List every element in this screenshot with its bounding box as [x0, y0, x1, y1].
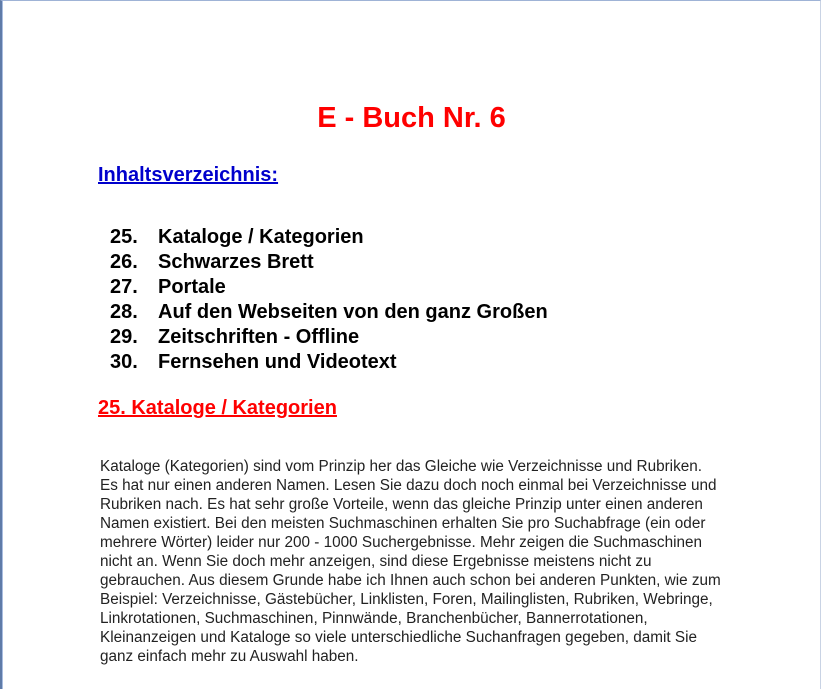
- toc-item-number: 30.: [110, 351, 138, 373]
- toc-item-number: 28.: [110, 301, 138, 323]
- paragraph-line: mehrere Wörter) leider nur 200 - 1000 Suchergebnisse. Mehr zeigen die Suchmaschinen: [100, 534, 702, 551]
- paragraph-line: nicht an. Wenn Sie doch mehr anzeigen, sind diese Ergebnisse meistens nicht zu: [100, 553, 652, 570]
- paragraph-line: Linkrotationen, Suchmaschinen, Pinnwände, Branchenbücher, Bannerrotationen,: [100, 610, 648, 627]
- toc-item-label: Schwarzes Brett: [158, 251, 314, 273]
- toc-item[interactable]: [110, 250, 548, 275]
- toc-item-label: Auf den Webseiten von den ganz Großen: [158, 301, 548, 323]
- toc-item[interactable]: [110, 225, 548, 250]
- toc-heading[interactable]: Inhaltsverzeichnis:: [98, 164, 279, 186]
- paragraph-line: ganz einfach mehr zu Auswahl haben.: [100, 648, 359, 665]
- toc-item-label: Kataloge / Kategorien: [158, 226, 364, 248]
- toc-item[interactable]: [110, 350, 548, 375]
- toc-item[interactable]: [110, 325, 548, 350]
- toc-item-number: 26.: [110, 251, 138, 273]
- paragraph-line: gebrauchen. Aus diesem Grunde habe ich Ihnen auch schon bei anderen Punkten, wie zum: [100, 572, 721, 589]
- paragraph-line: Kleinanzeigen und Kataloge so viele unterschiedliche Suchanfragen gegeben, damit Sie: [100, 629, 697, 646]
- paragraph-line: Namen existiert. Bei den meisten Suchmaschinen erhalten Sie pro Suchabfrage (ein oder: [100, 515, 706, 532]
- paragraph-line: Es hat nur einen anderen Namen. Lesen Sie dazu doch noch einmal bei Verzeichnisse und: [100, 477, 717, 494]
- toc-item-label: Fernsehen und Videotext: [158, 351, 397, 373]
- toc-item-number: 25.: [110, 226, 138, 248]
- toc-item-number: 27.: [110, 276, 138, 298]
- paragraph-line: Beispiel: Verzeichnisse, Gästebücher, Linklisten, Foren, Mailinglisten, Rubriken, Webringe,: [100, 591, 713, 608]
- paragraph-line: Kataloge (Kategorien) sind vom Prinzip her das Gleiche wie Verzeichnisse und Rubriken.: [100, 458, 702, 475]
- toc-item[interactable]: [110, 300, 548, 325]
- toc-item[interactable]: [110, 275, 548, 300]
- toc-list: [110, 225, 548, 375]
- document-title: E - Buch Nr. 6: [317, 102, 506, 134]
- toc-item-label: Zeitschriften - Offline: [158, 326, 360, 348]
- section-heading[interactable]: 25. Kataloge / Kategorien: [98, 397, 337, 419]
- paragraph-line: Rubriken nach. Es hat sehr große Vorteile, wenn das gleiche Prinzip unter einen anderen: [100, 496, 703, 513]
- toc-item-label: Portale: [158, 276, 226, 298]
- body-paragraph: [100, 457, 740, 666]
- toc-item-number: 29.: [110, 326, 138, 348]
